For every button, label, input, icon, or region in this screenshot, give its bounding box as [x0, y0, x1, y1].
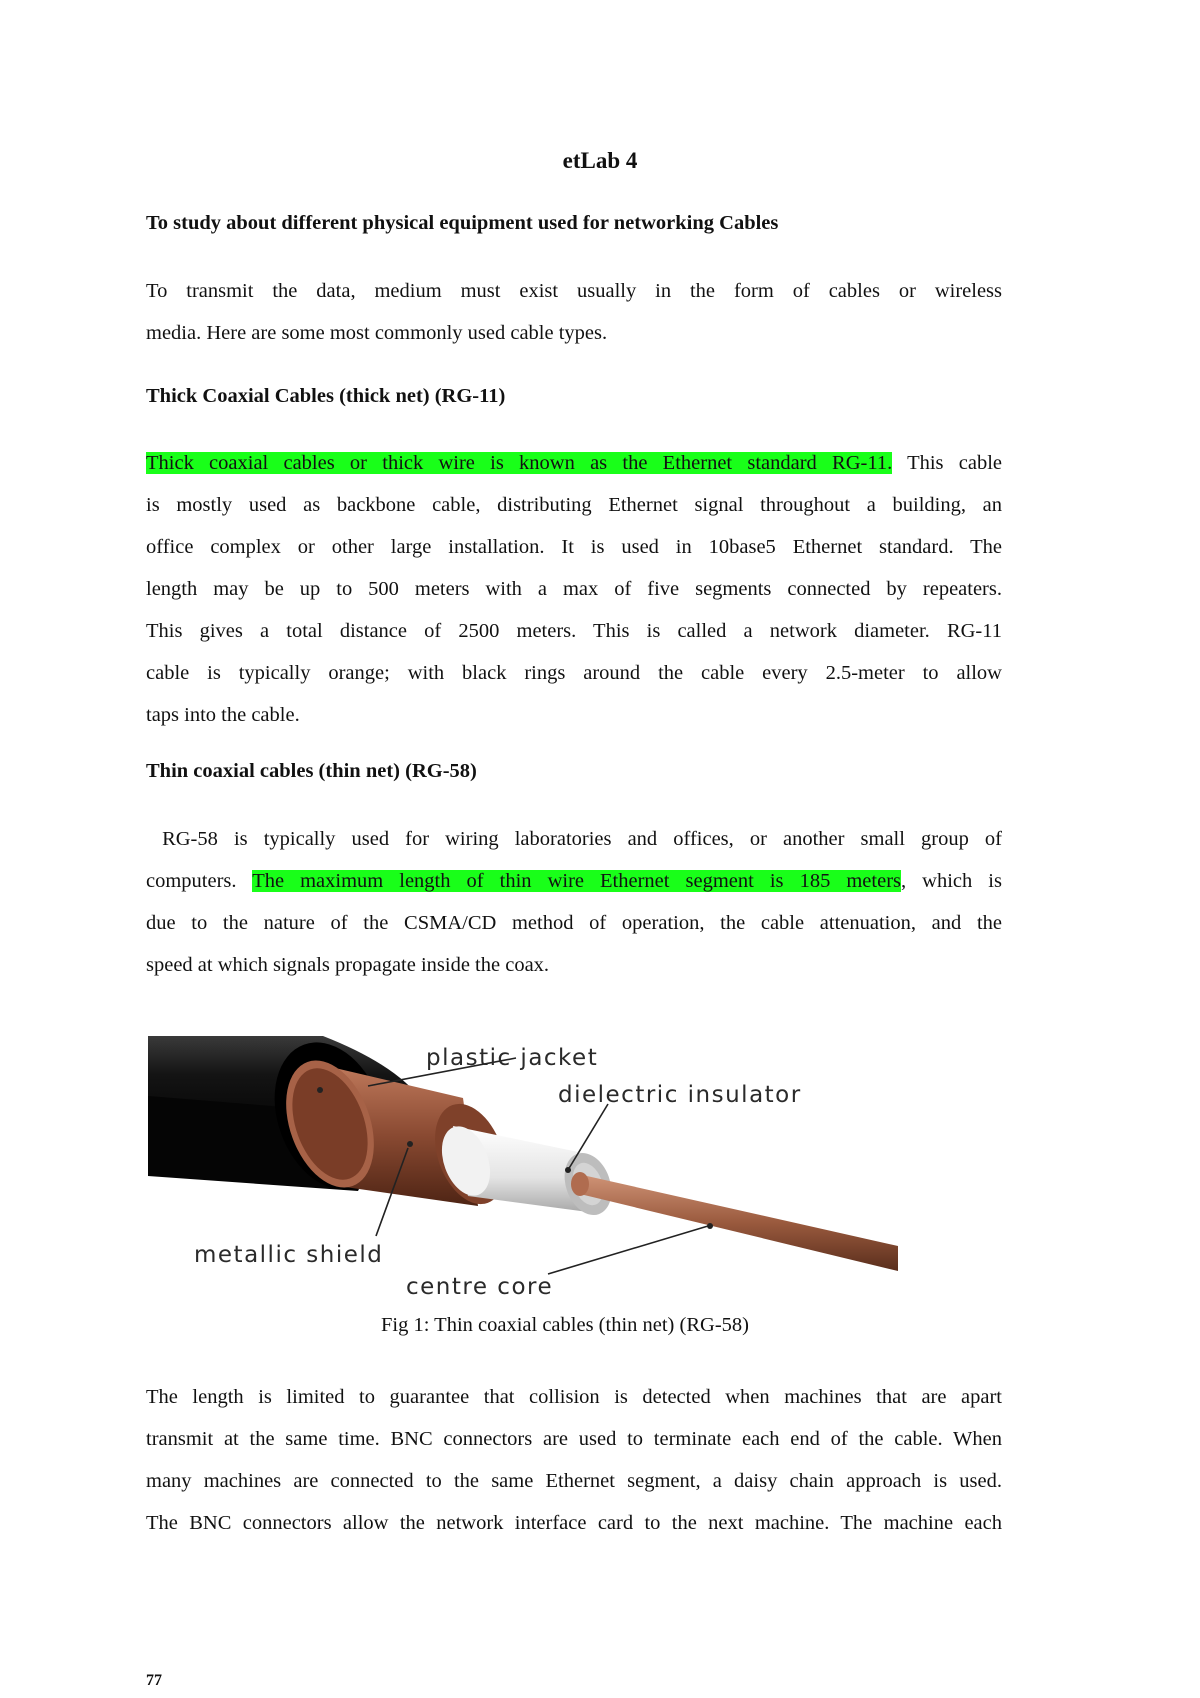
- intro-paragraph: [146, 270, 1002, 354]
- text-line: [146, 442, 1002, 484]
- centre-core-shape: [571, 1172, 898, 1271]
- text-line: This gives a total distance of 2500 meters. This is called a network diameter. RG-11: [146, 620, 1002, 642]
- text-line: taps into the cable.: [146, 704, 300, 726]
- text-line: is mostly used as backbone cable, distributing Ethernet signal throughout a building, an: [146, 494, 1002, 516]
- text-line: To transmit the data, medium must exist usually in the form of cables or wireless: [146, 280, 1002, 302]
- text-line: many machines are connected to the same Ethernet segment, a daisy chain approach is used.: [146, 1470, 1002, 1492]
- dielectric-insulator-shape: [433, 1120, 620, 1222]
- text-line: [146, 860, 1002, 902]
- label-dielectric-insulator: dielectric insulator: [558, 1082, 802, 1108]
- text-fragment: This cable: [892, 452, 1002, 474]
- thin-coax-heading: Thin coaxial cables (thin net) (RG-58): [146, 760, 477, 782]
- label-plastic-jacket: plastic jacket: [426, 1045, 599, 1071]
- thin-coax-paragraph: [146, 818, 1002, 986]
- coax-cable-figure: [148, 1036, 898, 1296]
- highlighted-text: Thick coaxial cables or thick wire is known as the Ethernet standard RG-11.: [146, 452, 893, 474]
- thick-coax-heading: Thick Coaxial Cables (thick net) (RG-11): [146, 385, 506, 407]
- text-line: The BNC connectors allow the network interface card to the next machine. The machine each: [146, 1512, 1002, 1534]
- text-line: The length is limited to guarantee that collision is detected when machines that are apart: [146, 1386, 1002, 1408]
- text-line: length may be up to 500 meters with a max of five segments connected by repeaters.: [146, 578, 1002, 600]
- text-line: cable is typically orange; with black rings around the cable every 2.5-meter to allow: [146, 662, 1002, 684]
- text-fragment: computers.: [146, 870, 253, 892]
- text-line: transmit at the same time. BNC connectors are used to terminate each end of the cable. When: [146, 1428, 1002, 1450]
- text-line: office complex or other large installation. It is used in 10base5 Ethernet standard. The: [146, 536, 1002, 558]
- main-heading: To study about different physical equipment used for networking Cables: [146, 212, 779, 234]
- highlighted-text: The maximum length of thin wire Ethernet segment is 185 meters: [252, 870, 902, 892]
- label-centre-core: centre core: [406, 1274, 554, 1296]
- page-title: etLab 4: [562, 148, 638, 173]
- text-line: media. Here are some most commonly used cable types.: [146, 322, 608, 344]
- label-metallic-shield: metallic shield: [194, 1242, 384, 1268]
- thick-coax-paragraph: [146, 442, 1002, 736]
- text-line: RG-58 is typically used for wiring laboratories and offices, or another small group of: [146, 828, 1002, 850]
- closing-paragraph: [146, 1376, 1002, 1544]
- page-number: 77: [146, 1672, 162, 1689]
- text-line: due to the nature of the CSMA/CD method of operation, the cable attenuation, and the: [146, 912, 1002, 934]
- figure-caption: Fig 1: Thin coaxial cables (thin net) (RG-58): [381, 1314, 749, 1336]
- text-fragment: , which is: [901, 870, 1002, 892]
- text-line: speed at which signals propagate inside the coax.: [146, 954, 550, 976]
